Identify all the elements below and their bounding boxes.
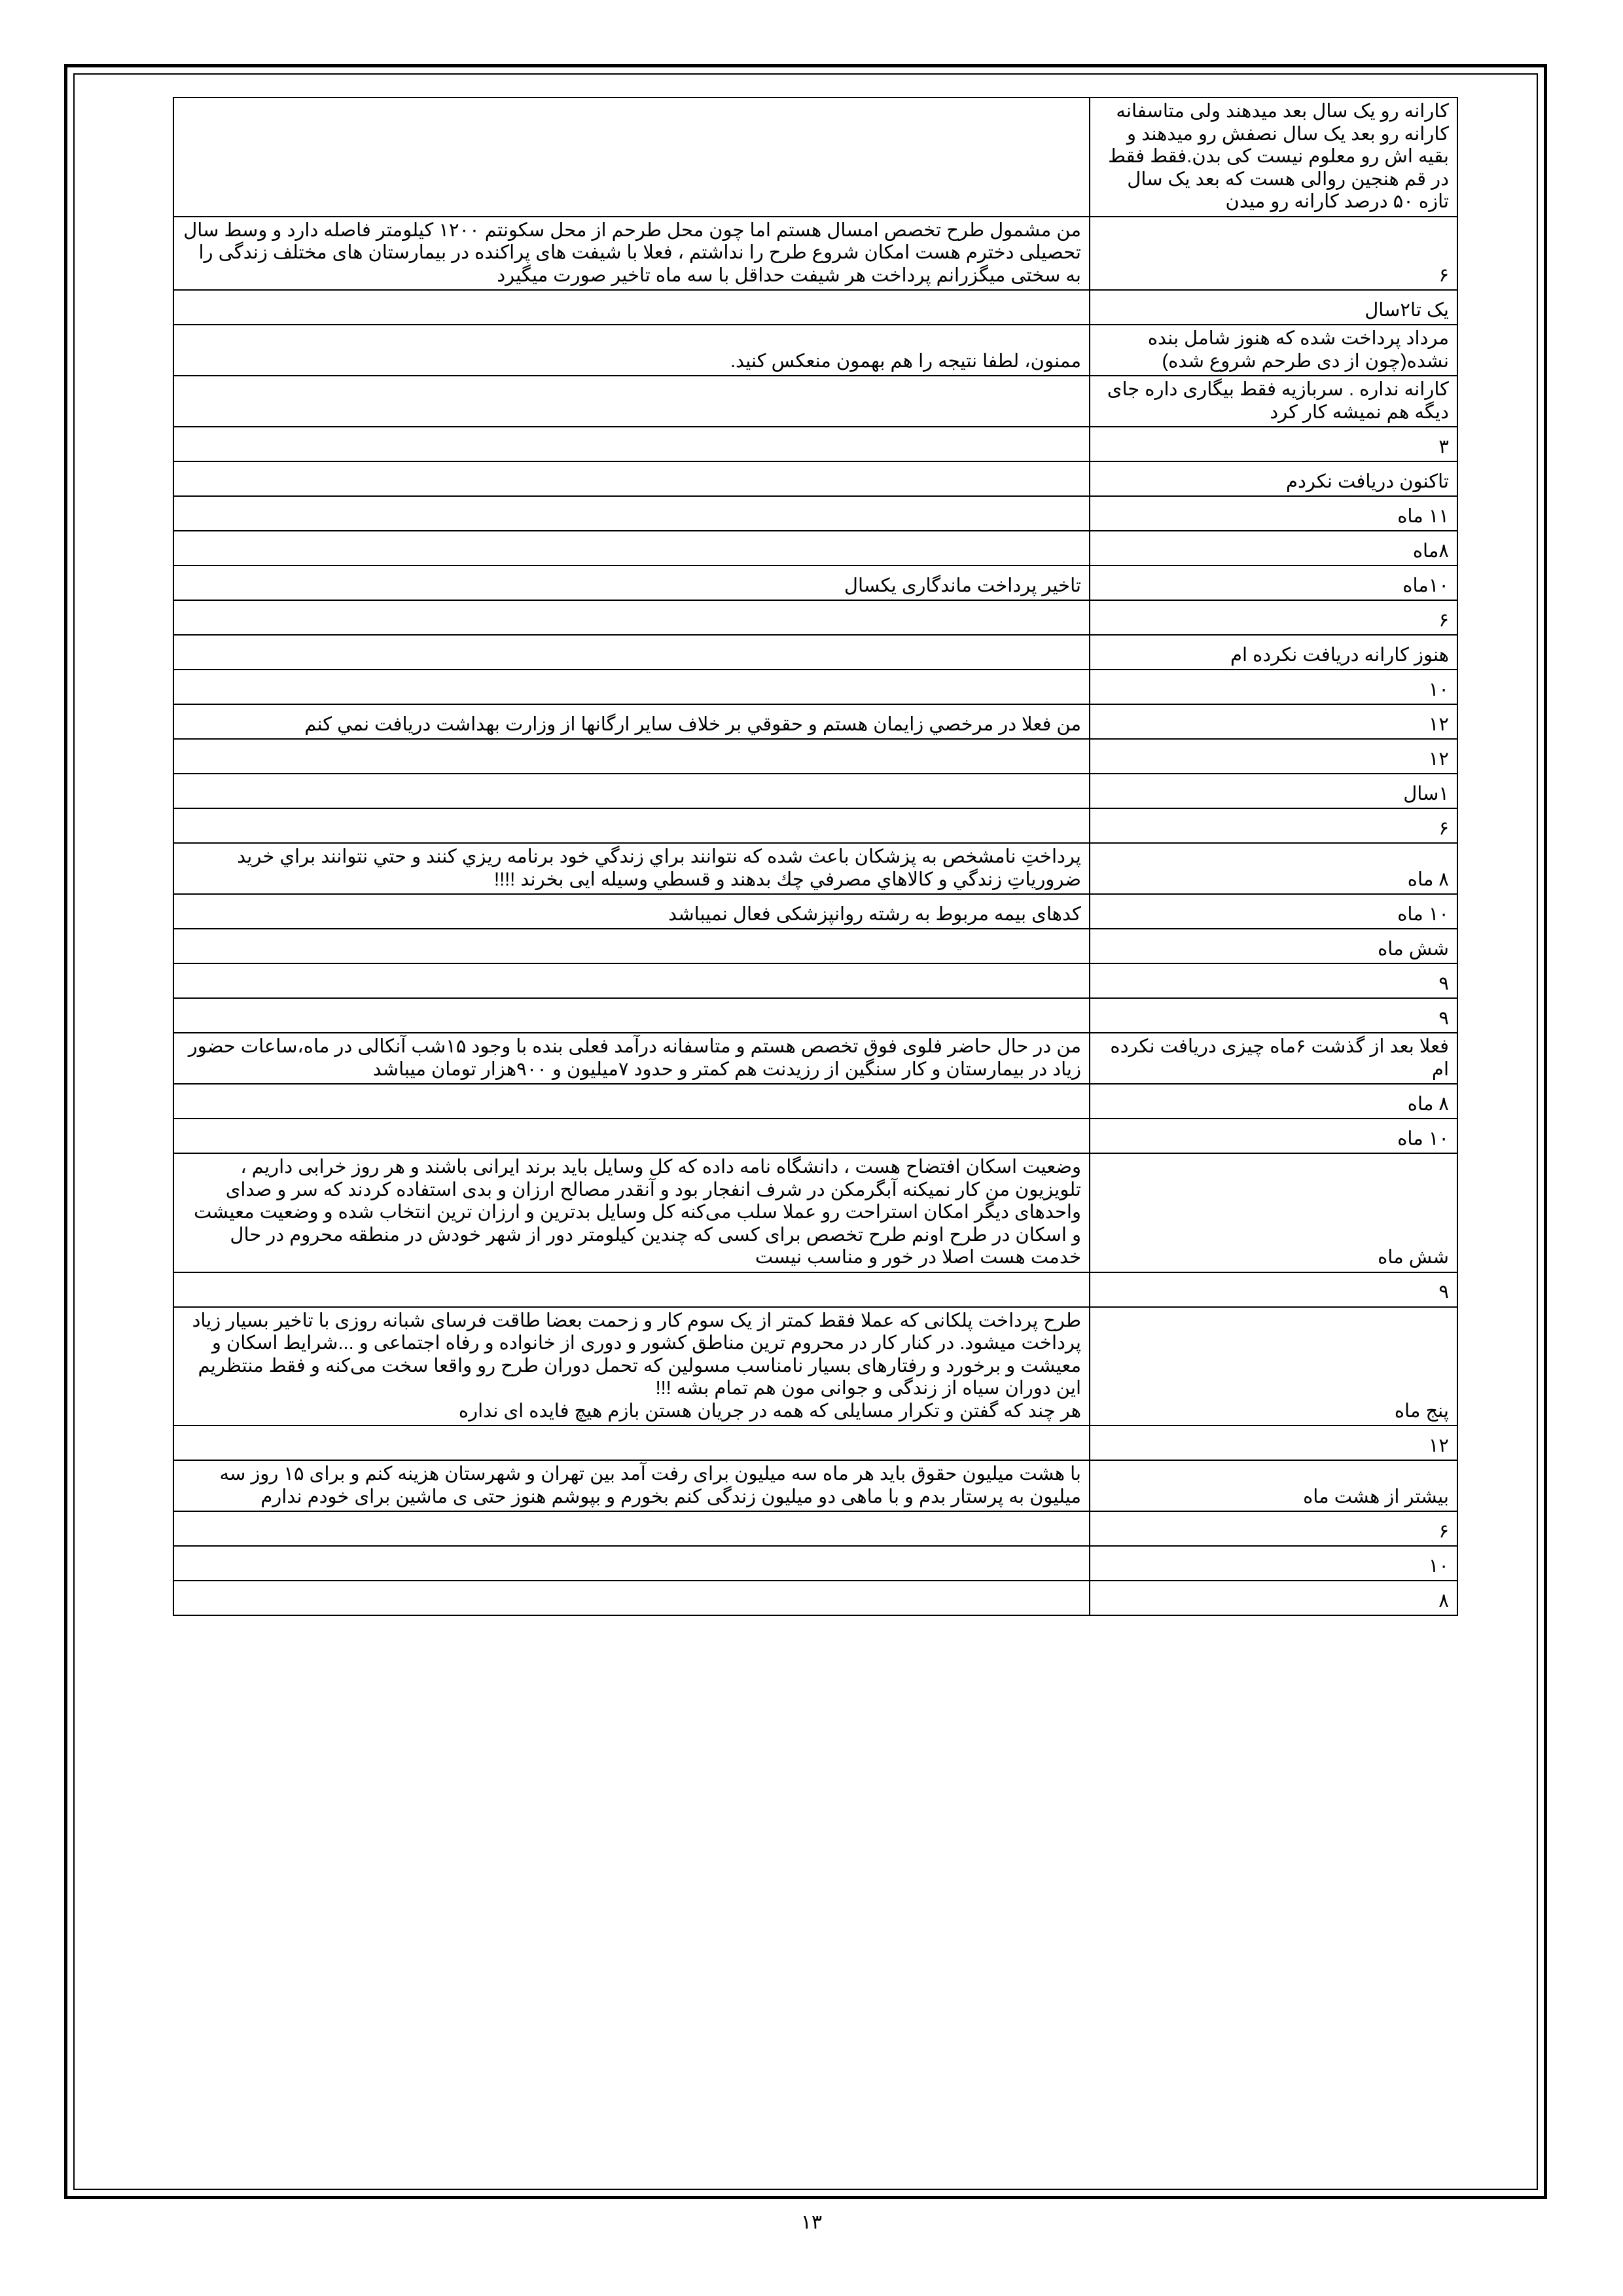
comment-cell	[173, 1581, 1090, 1615]
duration-cell: ۸ماه	[1090, 531, 1457, 565]
duration-cell: ۹	[1090, 998, 1457, 1033]
comment-cell	[173, 774, 1090, 808]
comment-cell	[173, 496, 1090, 531]
table-row	[173, 963, 1457, 998]
duration-cell: ۶	[1090, 1511, 1457, 1546]
comment-cell	[173, 929, 1090, 963]
table-row	[173, 1426, 1457, 1460]
comment-cell: پرداختِ نامشخص به پزشكان باعث شده كه نتوانند براي زندگي خود برنامه ريزي كنند و حتي نتوانند براي خريد ضرورياتِ زندگي و كالاهاي مصرفي چك بدهند و قسطي وسیله ایی بخرند !!!!	[173, 843, 1090, 894]
duration-cell: ۱۰ماه	[1090, 565, 1457, 600]
duration-cell: ۱۲	[1090, 704, 1457, 739]
table-row	[173, 704, 1457, 739]
duration-cell: ۶	[1090, 808, 1457, 843]
duration-cell: ۱۱ ماه	[1090, 496, 1457, 531]
duration-cell: ۱۰ ماه	[1090, 1119, 1457, 1153]
table-row	[173, 376, 1457, 427]
table-row	[173, 843, 1457, 894]
comment-cell	[173, 531, 1090, 565]
comment-cell: تاخیر پرداخت ماندگاری یکسال	[173, 565, 1090, 600]
responses-table-body	[173, 98, 1457, 1615]
comment-cell	[173, 963, 1090, 998]
comment-cell	[173, 290, 1090, 325]
duration-cell: شش ماه	[1090, 929, 1457, 963]
table-row	[173, 565, 1457, 600]
table-row	[173, 929, 1457, 963]
duration-cell: ۱۰ ماه	[1090, 894, 1457, 929]
duration-cell: ۱۲	[1090, 1426, 1457, 1460]
comment-cell: من در حال حاضر فلوی فوق تخصص هستم و متاسفانه درآمد فعلی بنده با وجود ۱۵شب آنکالی در ماه،ساعات حضور زیاد در بیمارستان و کار سنگین از رزیدنت هم کمتر و حدود ۷میلیون و ۹۰۰هزار تومان میباشد	[173, 1033, 1090, 1084]
comment-cell	[173, 739, 1090, 774]
duration-cell: کارانه رو یک سال بعد میدهند ولی متاسفانه کارانه رو بعد یک سال نصفش رو میدهند و بقیه اش رو معلوم نیست کی بدن.فقط فقط در قم هنجین روالی هست که بعد یک سال تازه ۵۰ درصد کارانه رو میدن	[1090, 98, 1457, 217]
table-row	[173, 998, 1457, 1033]
comment-cell	[173, 461, 1090, 496]
table-row	[173, 217, 1457, 291]
table-row	[173, 1119, 1457, 1153]
comment-cell	[173, 376, 1090, 427]
table-row	[173, 1511, 1457, 1546]
table-row	[173, 1307, 1457, 1426]
comment-cell	[173, 98, 1090, 217]
comment-cell	[173, 808, 1090, 843]
table-row	[173, 531, 1457, 565]
table-row	[173, 1272, 1457, 1307]
table-row	[173, 98, 1457, 217]
comment-cell: من مشمول طرح تخصص امسال هستم اما چون محل طرحم از محل سکونتم ۱۲۰۰ کیلومتر فاصله دارد و وسط سال تحصیلی دخترم هست امکان شروع طرح را نداشتم ، فعلا با شیفت های پراکنده در بیمارستان های مختلف زندگی را به سختی میگزرانم پرداخت هر شیفت حداقل با سه ماه تاخیر صورت میگیرد	[173, 217, 1090, 291]
table-row	[173, 774, 1457, 808]
duration-cell: ۹	[1090, 1272, 1457, 1307]
duration-cell: ۹	[1090, 963, 1457, 998]
comment-cell: وضعیت اسکان افتضاح هست ، دانشگاه نامه داده که کل وسایل باید برند ایرانی باشند و هر روز خرابی داریم ، تلویزیون من کار نمیکنه آبگرمکن در شرف انفجار بود و آنقدر مصالح ارزان و بدی استفاده کردند که سر و صدای واحدهای دیگر امکان استراحت رو عملا سلب می‌کنه کل وسایل بدترین و ارزان ترین انتخاب شده و وضعیت معیشت و اسکان در طرح اونم طرح تخصص برای کسی که چندین کیلومتر دور از شهر خودش در منطقه محروم در حال خدمت هست اصلا در خور و مناسب نیست	[173, 1153, 1090, 1272]
duration-cell: ۱۲	[1090, 739, 1457, 774]
responses-table	[173, 97, 1458, 1616]
table-row	[173, 670, 1457, 704]
comment-cell	[173, 1084, 1090, 1119]
comment-cell: ممنون، لطفا نتیجه را هم بهمون منعکس کنید.	[173, 325, 1090, 376]
comment-cell	[173, 1511, 1090, 1546]
table-row	[173, 1546, 1457, 1581]
table-row	[173, 1033, 1457, 1084]
table-row	[173, 496, 1457, 531]
table-row	[173, 325, 1457, 376]
page-number: ۱۳	[800, 2212, 823, 2233]
table-row	[173, 1153, 1457, 1272]
duration-cell: شش ماه	[1090, 1153, 1457, 1272]
duration-cell: یک تا۲سال	[1090, 290, 1457, 325]
table-row	[173, 1581, 1457, 1615]
comment-cell	[173, 600, 1090, 635]
duration-cell: فعلا بعد از گذشت ۶ماه چیزی دریافت نکرده ام	[1090, 1033, 1457, 1084]
table-row	[173, 808, 1457, 843]
comment-cell	[173, 670, 1090, 704]
comment-cell: با هشت میلیون حقوق باید هر ماه سه میلیون برای رفت آمد بین تهران و شهرستان هزینه کنم و برای ۱۵ روز سه میلیون به پرستار بدم و با ماهی دو میلیون زندگی کنم بخورم و بپوشم هنوز حتی ی ماشین برای خودم ندارم	[173, 1460, 1090, 1511]
duration-cell: بیشتر از هشت ماه	[1090, 1460, 1457, 1511]
table-row	[173, 739, 1457, 774]
comment-cell	[173, 1546, 1090, 1581]
duration-cell: پنج ماه	[1090, 1307, 1457, 1426]
table-row	[173, 600, 1457, 635]
duration-cell: تاکنون دریافت نکردم	[1090, 461, 1457, 496]
duration-cell: ۸	[1090, 1581, 1457, 1615]
comment-cell: طرح پرداخت پلکانی که عملا فقط کمتر از یک سوم کار و زحمت بعضا طاقت فرسای شبانه روزی با تاخیر بسیار زیاد پرداخت میشود. در کنار کار در محروم ترین مناطق کشور و دوری از خانواده و رفاه اجتماعی و ...شرایط اسکان و معیشت و برخورد و رفتارهای بسیار نامناسب مسولین که تحمل دوران طرح رو واقعا سخت می‌کنه و فقط منتظریم این دوران سیاه از زندگی و جوانی مون هم تمام بشه !!! هر چند که گفتن و تکرار مسایلی که همه در جریان هستن بازم هیچ فایده ای نداره	[173, 1307, 1090, 1426]
table-row	[173, 1084, 1457, 1119]
duration-cell: ۸ ماه	[1090, 1084, 1457, 1119]
comment-cell: من فعلا در مرخصي زايمان هستم و حقوقي بر خلاف ساير ارگانها از وزارت بهداشت دريافت نمي كنم	[173, 704, 1090, 739]
table-row	[173, 427, 1457, 461]
duration-cell: مرداد پرداخت شده که هنوز شامل بنده نشده(چون از دی طرحم شروع شده)	[1090, 325, 1457, 376]
duration-cell: ۳	[1090, 427, 1457, 461]
duration-cell: هنوز کارانه دریافت نکرده ام	[1090, 635, 1457, 670]
duration-cell: ۱سال	[1090, 774, 1457, 808]
duration-cell: ۶	[1090, 217, 1457, 291]
table-row	[173, 1460, 1457, 1511]
table-row	[173, 290, 1457, 325]
comment-cell	[173, 1119, 1090, 1153]
duration-cell: ۶	[1090, 600, 1457, 635]
comment-cell	[173, 998, 1090, 1033]
duration-cell: ۱۰	[1090, 670, 1457, 704]
comment-cell	[173, 1426, 1090, 1460]
duration-cell: ۱۰	[1090, 1546, 1457, 1581]
comment-cell	[173, 427, 1090, 461]
comment-cell	[173, 635, 1090, 670]
duration-cell: کارانه نداره . سربازیه فقط بیگاری داره جای دیگه هم نمیشه کار کرد	[1090, 376, 1457, 427]
duration-cell: ۸ ماه	[1090, 843, 1457, 894]
comment-cell	[173, 1272, 1090, 1307]
comment-cell: کدهای بیمه مربوط به رشته روانپزشکی فعال نمیباشد	[173, 894, 1090, 929]
table-row	[173, 461, 1457, 496]
table-row	[173, 894, 1457, 929]
table-row	[173, 635, 1457, 670]
